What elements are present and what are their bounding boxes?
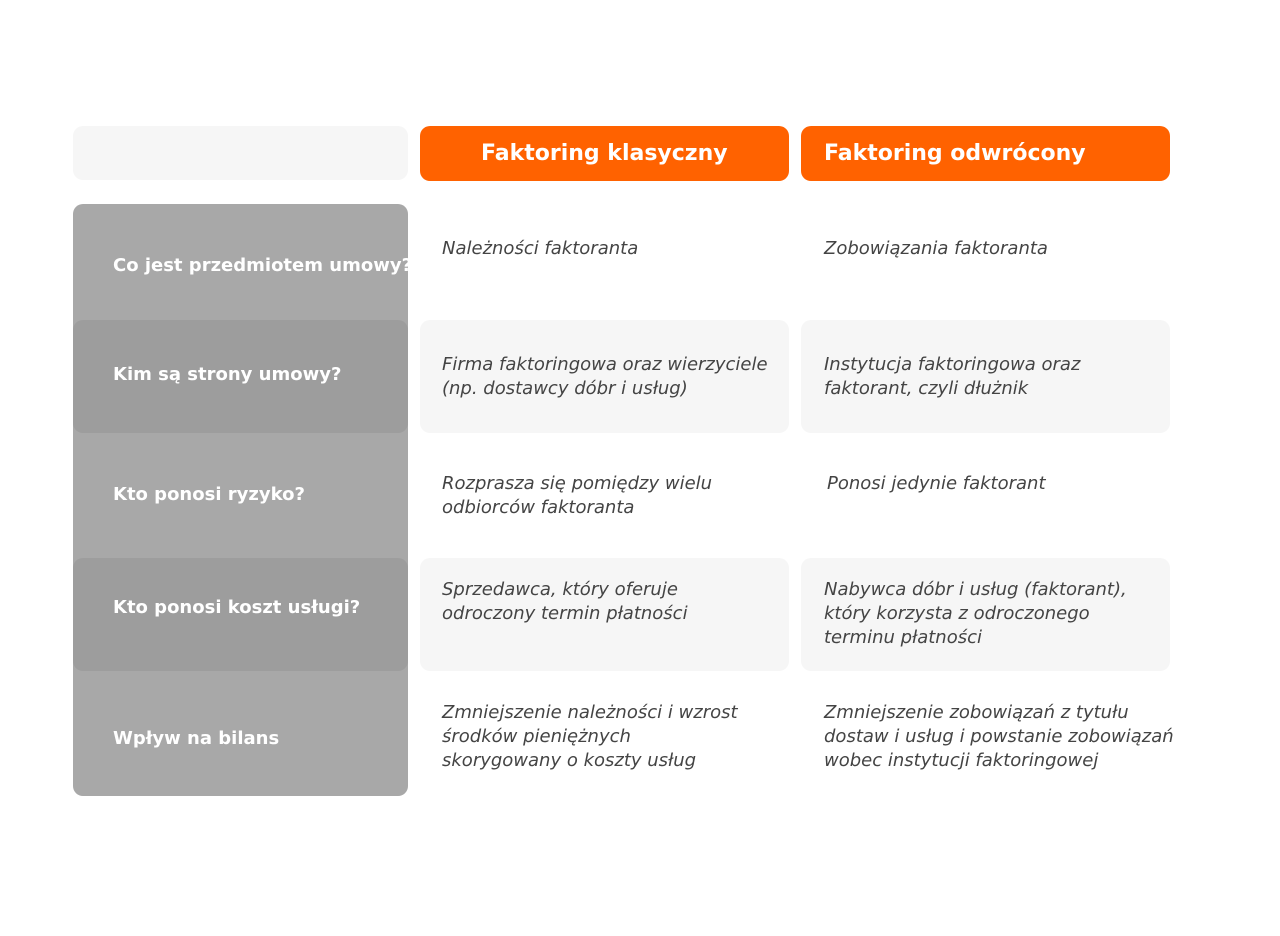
cell-line: środków pieniężnych xyxy=(442,726,631,747)
table-cell xyxy=(824,701,1174,773)
table-cell xyxy=(442,701,792,773)
table-cell xyxy=(442,578,792,626)
empty-corner-cell xyxy=(73,126,408,180)
cell-line: (np. dostawcy dóbr i usług) xyxy=(442,378,688,399)
table-cell xyxy=(442,472,792,520)
cell-line: odbiorców faktoranta xyxy=(442,497,635,518)
cell-line: Firma faktoringowa oraz wierzyciele xyxy=(442,354,768,375)
cell-line: który korzysta z odroczonego xyxy=(824,603,1090,624)
cell-line: Ponosi jedynie faktorant xyxy=(827,473,1046,494)
column-header-label: Faktoring odwrócony xyxy=(824,141,1086,166)
cell-line: Zobowiązania faktoranta xyxy=(824,238,1048,259)
cell-line: Zmniejszenie zobowiązań z tytułu xyxy=(824,702,1129,723)
cell-line: Rozprasza się pomiędzy wielu xyxy=(442,473,713,494)
cell-line: Nabywca dóbr i usług (faktorant), xyxy=(824,579,1127,600)
column-header-faktoring-odwrocony xyxy=(801,126,1170,181)
row-label-strony-umowy: Kim są strony umowy? xyxy=(113,364,342,385)
row-label-wplyw-na-bilans: Wpływ na bilans xyxy=(113,728,280,749)
cell-line: odroczony termin płatności xyxy=(442,603,688,624)
cell-line: Sprzedawca, który oferuje xyxy=(442,579,678,600)
table-cell xyxy=(442,237,792,261)
cell-line: wobec instytucji faktoringowej xyxy=(824,750,1099,771)
table-cell xyxy=(824,237,1174,261)
table-cell xyxy=(824,578,1174,650)
column-header-faktoring-klasyczny xyxy=(420,126,789,181)
row-label-ryzyko: Kto ponosi ryzyko? xyxy=(113,484,305,505)
table-cell xyxy=(827,472,1177,496)
cell-line: terminu płatności xyxy=(824,627,982,648)
cell-line: Należności faktoranta xyxy=(442,238,639,259)
row-label-przedmiot-umowy: Co jest przedmiotem umowy? xyxy=(113,255,413,276)
cell-line: Instytucja faktoringowa oraz xyxy=(824,354,1081,375)
cell-line: skorygowany o koszty usług xyxy=(442,750,697,771)
cell-line: Zmniejszenie należności i wzrost xyxy=(442,702,738,723)
row-label-koszt-uslugi: Kto ponosi koszt usługi? xyxy=(113,597,361,618)
table-cell xyxy=(824,353,1174,401)
cell-line: faktorant, czyli dłużnik xyxy=(824,378,1029,399)
table-cell xyxy=(442,353,792,401)
column-header-label: Faktoring klasyczny xyxy=(481,141,728,166)
cell-line: dostaw i usług i powstanie zobowiązań xyxy=(824,726,1174,747)
